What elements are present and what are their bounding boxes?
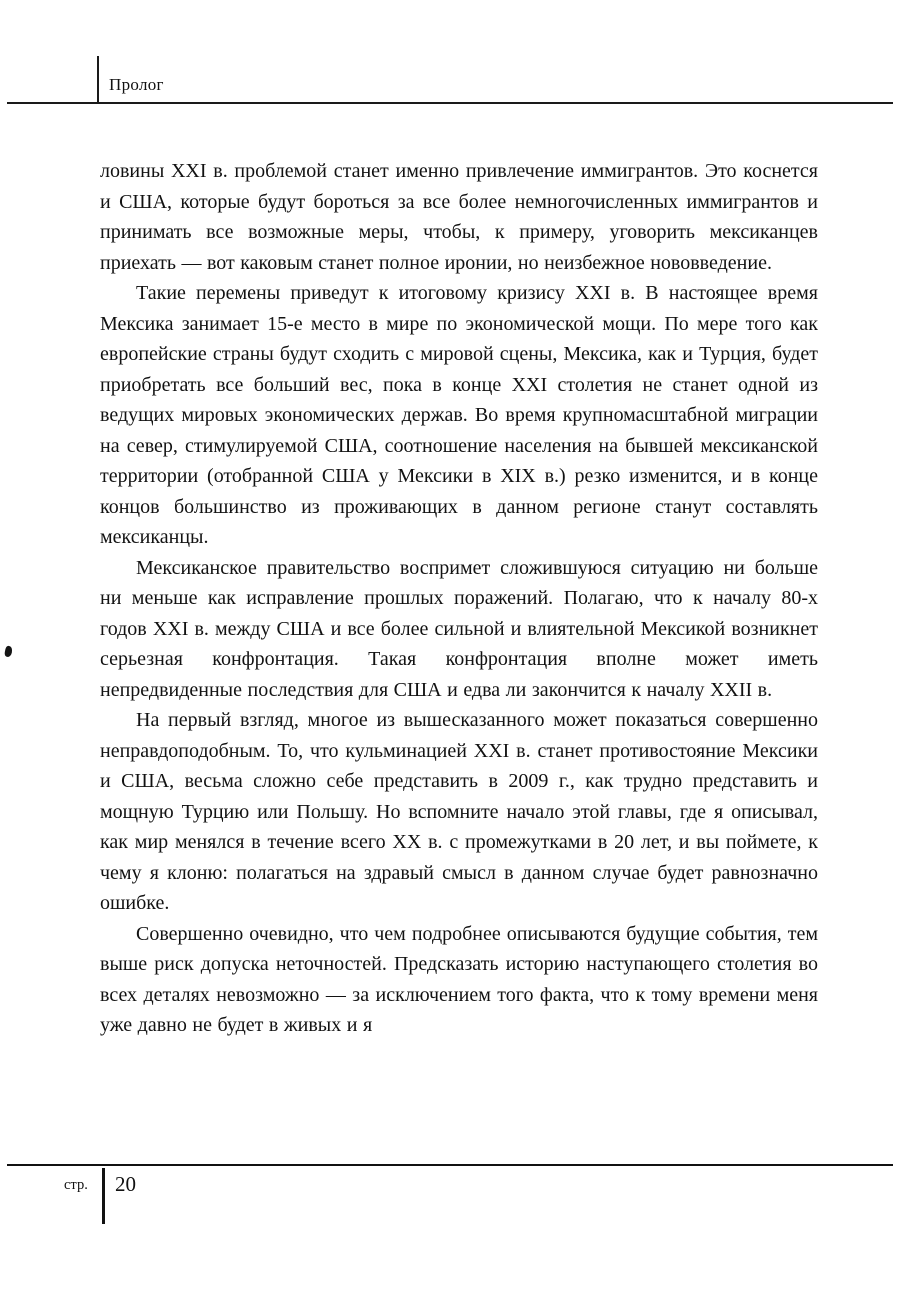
- paragraph: ловины XXI в. проблемой станет именно привлечение иммигрантов. Это коснется и США, которые будут бороться за все более немногочисленных иммигрантов и принимать все возможные меры, чтобы, к примеру, уговорить мексиканцев приехать — вот каковым станет полное иронии, но неизбежное нововведение.: [100, 160, 818, 274]
- footer-horizontal-rule: [7, 1164, 893, 1166]
- header-horizontal-rule: [7, 102, 893, 104]
- scan-artifact: [4, 645, 13, 657]
- running-title: Пролог: [109, 75, 164, 94]
- paragraph: Мексиканское правительство воспримет сложившуюся ситуацию ни больше ни меньше как исправление прошлых поражений. Полагаю, что к началу 80-х годов XXI в. между США и все более сильной и влиятельной Мексикой возникнет серьезная конфронтация. Такая конфронтация вполне может иметь непредвиденные последствия для США и едва ли закончится к началу XXII в.: [100, 556, 818, 701]
- header-vertical-rule: [97, 56, 99, 104]
- paragraph: Такие перемены приведут к итоговому кризису XXI в. В настоящее время Мексика занимает 15-е место в мире по экономической мощи. По мере того как европейские страны будут сходить с мировой сцены, Мексика, как и Турция, будет приобретать все больший вес, пока в конце XXI столетия не станет одной из ведущих мировых экономических держав. Во время крупномасштабной миграции на север, стимулируемой США, соотношение населения на бывшей мексиканской территории (отобранной США у Мексики в XIX в.) резко изменится, и в конце концов большинство из проживающих в данном регионе станут составлять мексиканцы.: [100, 282, 818, 548]
- page-number: 20: [115, 1172, 136, 1196]
- page-body: [100, 156, 818, 1041]
- paragraph: На первый взгляд, многое из вышесказанного может показаться совершенно неправдоподобным. То, что кульминацией XXI в. станет противостояние Мексики и США, весьма сложно себе представить в 2009 г., как трудно представить и мощную Турцию или Польшу. Но вспомните начало этой главы, где я описывал, как мир менялся в течение всего XX в. с промежутками в 20 лет, и вы поймете, к чему я клоню: полагаться на здравый смысл в данном случае будет равнозначно ошибке.: [100, 709, 818, 914]
- paragraph: Совершенно очевидно, что чем подробнее описываются будущие события, тем выше риск допуска неточностей. Предсказать историю наступающего столетия во всех деталях невозможно — за исключением того факта, что к тому времени меня уже давно не будет в живых и я: [100, 922, 818, 1036]
- footer-vertical-rule: [102, 1168, 105, 1224]
- page-label: стр.: [64, 1177, 88, 1193]
